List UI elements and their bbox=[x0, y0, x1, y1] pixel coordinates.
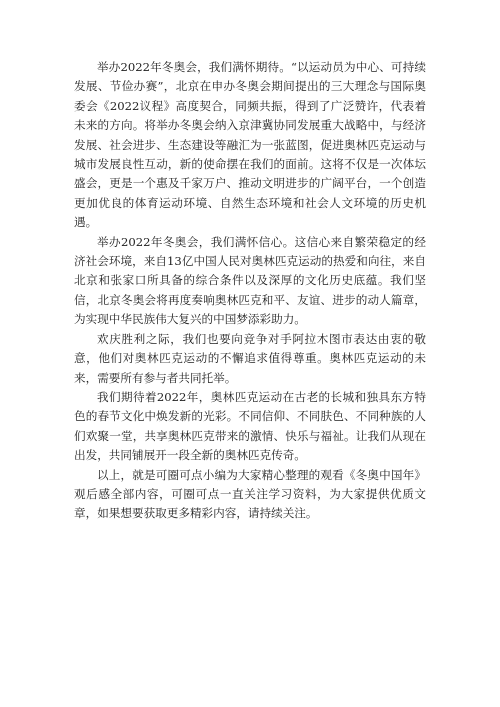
paragraph-5: 以上，就是可圈可点小编为大家精心整理的观看《冬奥中国年》观后感全部内容，可圈可点一直关注学习资料，为大家提供优质文章，如果想要获取更多精彩内容，请持续关注。 bbox=[74, 467, 426, 521]
paragraph-2: 举办2022年冬奥会，我们满怀信心。这信心来自繁荣稳定的经济社会环境，来自13亿中国人民对奥林匹克运动的热爱和向往，来自北京和张家口所具备的综合条件以及深厚的文化历史底蕴。我们坚信，北京冬奥会将再度奏响奥林匹克和平、友谊、进步的动人篇章，为实现中华民族伟大复兴的中国梦添彩助力。 bbox=[74, 234, 426, 327]
paragraph-3: 欢庆胜利之际，我们也要向竞争对手阿拉木图市表达由衷的敬意，他们对奥林匹克运动的不懈追求值得尊重。奥林匹克运动的未来，需要所有参与者共同托举。 bbox=[74, 331, 426, 385]
paragraph-1: 举办2022年冬奥会，我们满怀期待。“以运动员为中心、可持续发展、节俭办赛”，北京在申办冬奥会期间提出的三大理念与国际奥委会《2022议程》高度契合，同频共振，得到了广泛赞许，代表着未来的方向。将举办冬奥会纳入京津冀协同发展重大战略中，与经济发展、社会进步、生态建设等融汇为一张蓝图，促进奥林匹克运动与城市发展良性互动，新的使命摆在我们的面前。这将不仅是一次体坛盛会，更是一个惠及千家万户、推动文明进步的广阔平台，一个创造更加优良的体育运动环境、自然生态环境和社会人文环境的历史机遇。 bbox=[74, 60, 426, 230]
paragraph-4: 我们期待着2022年，奥林匹克运动在古老的长城和独具东方特色的春节文化中焕发新的光彩。不同信仰、不同肤色、不同种族的人们欢聚一堂，共享奥林匹克带来的激情、快乐与福祉。让我们从现在出发，共同铺展开一段全新的奥林匹克传奇。 bbox=[74, 389, 426, 463]
document-page bbox=[74, 58, 426, 524]
